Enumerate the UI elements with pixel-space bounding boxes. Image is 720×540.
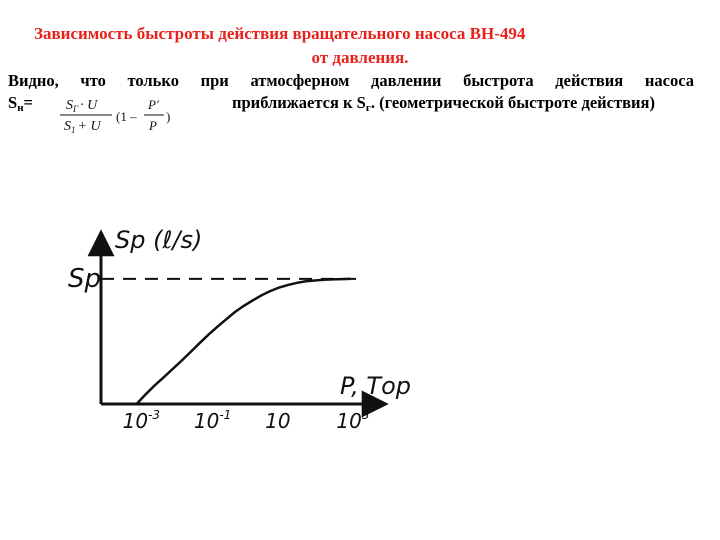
sn-prefix: S: [8, 93, 18, 112]
description-line-1: Видно, что только при атмосферном давлении быстрота действия насоса: [8, 71, 694, 90]
desc-rest-suffix: . (геометрической быстроте действия): [370, 93, 655, 112]
title-line-1: Зависимость быстроты действия вращательного насоса ВН-494: [34, 24, 526, 43]
sn-equals: =: [23, 93, 33, 112]
y-axis-label: Sp (ℓ/s): [115, 226, 203, 254]
formula-num-s-sub: Г: [73, 104, 79, 114]
x-tick-label: $10^3$: [336, 408, 370, 433]
title-line-2: от давления.: [311, 48, 409, 67]
x-tick-label: 10: [265, 409, 291, 433]
formula-frac2-num: P': [148, 97, 159, 112]
x-tick-label: $10^{-1}$: [193, 408, 232, 433]
sg-subscript: г: [365, 102, 371, 114]
formula-paren-close: ): [166, 109, 171, 124]
formula-num-s: S: [66, 98, 73, 113]
x-tick-label: $10^{-3}$: [122, 408, 161, 433]
formula-num-rest: · U: [80, 98, 98, 113]
formula-den-s-sub: 1: [71, 125, 76, 135]
speed-curve: [137, 279, 351, 404]
sn-subscript: н: [17, 102, 24, 114]
formula-paren-open: (1 –: [116, 109, 137, 124]
x-tick-labels: [123, 408, 370, 433]
formula-frac2-den: P: [149, 118, 157, 133]
formula-den-rest: + U: [77, 119, 101, 134]
x-axis-label: P, Тор: [340, 372, 412, 400]
sp-level-label: Sp: [68, 263, 102, 294]
formula-den-s: S: [64, 119, 71, 134]
desc-rest-prefix: приближается к S: [232, 93, 366, 112]
